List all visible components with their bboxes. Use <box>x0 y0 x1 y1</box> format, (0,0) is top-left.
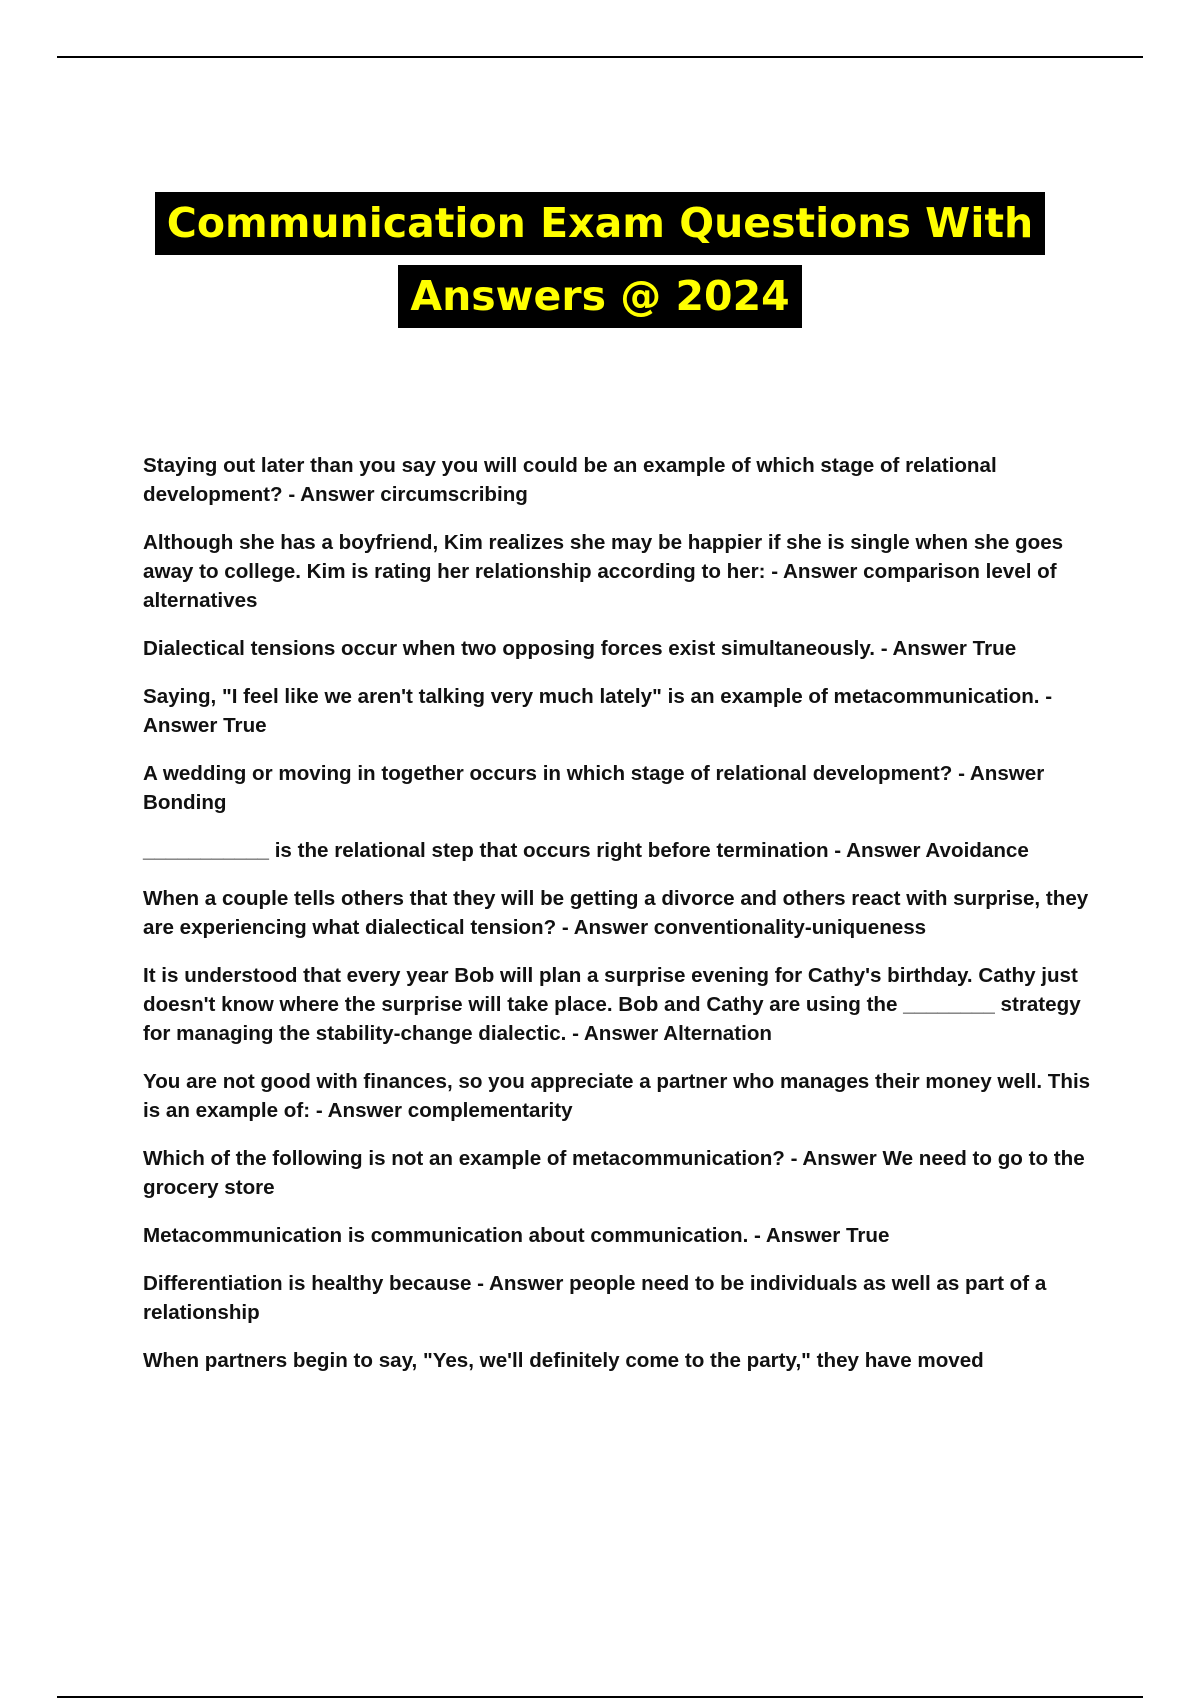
qa-item: Although she has a boyfriend, Kim realizes she may be happier if she is single when she goes away to college. Kim is rating her relationship according to her: - Answer comparison level of alternatives <box>143 531 1064 612</box>
document-title <box>0 192 1200 328</box>
qa-item: Dialectical tensions occur when two opposing forces exist simultaneously. - Answer True <box>143 637 1017 660</box>
title-line-2: Answers @ 2024 <box>398 265 801 328</box>
qa-item: A wedding or moving in together occurs in which stage of relational development? - Answer Bonding <box>143 762 1045 814</box>
qa-item: Saying, "I feel like we aren't talking very much lately" is an example of metacommunication. - Answer True <box>143 685 1053 737</box>
qa-item: It is understood that every year Bob will plan a surprise evening for Cathy's birthday. Cathy just doesn't know where the surprise will take place. Bob and Cathy are using the ________ strategy for managing the stability-change dialectic. - Answer Alternation <box>143 964 1081 1045</box>
qa-item: Staying out later than you say you will could be an example of which stage of relational development? - Answer circumscribing <box>143 454 997 506</box>
title-line-1: Communication Exam Questions With <box>155 192 1046 255</box>
qa-item: When a couple tells others that they will be getting a divorce and others react with surprise, they are experiencing what dialectical tension? - Answer conventionality-uniqueness <box>143 887 1089 939</box>
qa-item: When partners begin to say, "Yes, we'll definitely come to the party," they have moved <box>143 1349 984 1372</box>
qa-item: ___________ is the relational step that occurs right before termination - Answer Avoidance <box>143 839 1029 862</box>
qa-item: Metacommunication is communication about communication. - Answer True <box>143 1224 890 1247</box>
bottom-rule <box>57 1696 1143 1698</box>
qa-item: Differentiation is healthy because - Answer people need to be individuals as well as part of a relationship <box>143 1272 1047 1324</box>
qa-item: Which of the following is not an example of metacommunication? - Answer We need to go to the grocery store <box>143 1147 1085 1199</box>
top-rule <box>57 56 1143 58</box>
question-answer-list <box>143 451 1093 1394</box>
qa-item: You are not good with finances, so you appreciate a partner who manages their money well. This is an example of: - Answer complementarity <box>143 1070 1091 1122</box>
